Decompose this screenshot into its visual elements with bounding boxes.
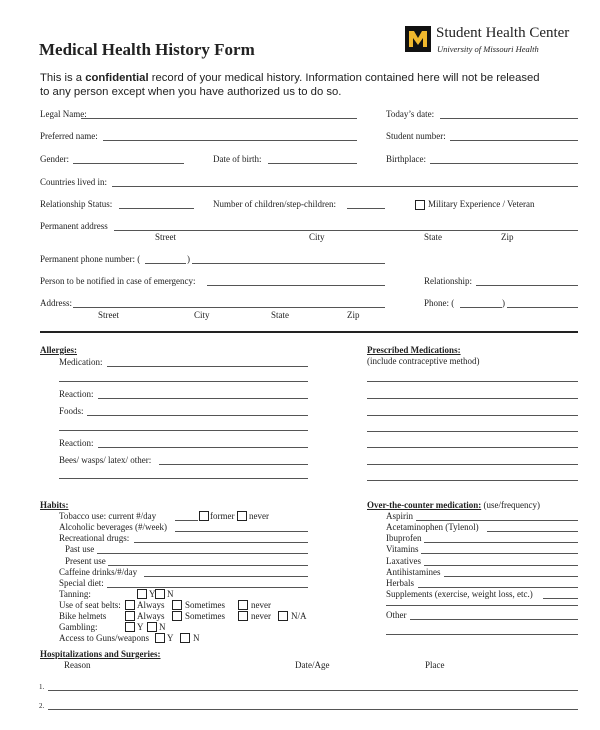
otc-field-6[interactable] (418, 587, 578, 588)
phone-area-field[interactable] (460, 307, 502, 308)
seatbelts-label: Use of seat belts: (59, 600, 121, 610)
otc-field-4[interactable] (424, 565, 578, 566)
otc-field-8b[interactable] (386, 634, 578, 635)
tobacco-former-label: former (210, 511, 235, 521)
otc-item-7: Supplements (exercise, weight loss, etc.) (386, 589, 533, 599)
guns-y-checkbox[interactable] (155, 633, 165, 643)
reaction-label-1: Reaction: (59, 389, 94, 399)
otc-item-0: Aspirin (386, 511, 413, 521)
guns-n-checkbox[interactable] (180, 633, 190, 643)
recreational-label: Recreational drugs: (59, 533, 130, 543)
hosp-dateage-col: Date/Age (295, 660, 330, 670)
permanent-address-field[interactable] (114, 230, 578, 231)
bike-na-checkbox[interactable] (278, 611, 288, 621)
bike-na-label: N/A (291, 611, 307, 621)
prescribed-line-4[interactable] (367, 431, 578, 432)
diet-field[interactable] (107, 587, 308, 588)
student-number-field[interactable] (450, 140, 578, 141)
intro-line-2: to any person except when you have authorized us to do so. (40, 86, 342, 98)
address-zip-caption: Zip (347, 310, 360, 320)
relationship-status-label: Relationship Status: (40, 199, 113, 209)
otc-item-2: Ibuprofen (386, 533, 422, 543)
addr-street-caption: Street (155, 232, 176, 242)
seatbelts-sometimes-checkbox[interactable] (172, 600, 182, 610)
bees-label: Bees/ wasps/ latex/ other: (59, 455, 152, 465)
prescribed-line-2[interactable] (367, 398, 578, 399)
prescribed-line-5[interactable] (367, 447, 578, 448)
hosp-header: Hospitalizations and Surgeries: (40, 649, 161, 659)
permanent-phone-label: Permanent phone number: ( (40, 254, 141, 264)
gambling-n-checkbox[interactable] (147, 622, 157, 632)
allergies-header: Allergies: (40, 345, 77, 355)
seatbelts-never-label: never (251, 600, 271, 610)
tobacco-never-checkbox[interactable] (237, 511, 247, 521)
bees-field[interactable] (159, 464, 308, 465)
todays-date-field[interactable] (440, 118, 578, 119)
address-label: Address: (40, 298, 72, 308)
prescribed-line-7[interactable] (367, 480, 578, 481)
permanent-phone-area-field[interactable] (145, 263, 186, 264)
phone-paren-close: ) (187, 254, 190, 264)
relationship-status-field[interactable] (119, 208, 194, 209)
reaction-label-2: Reaction: (59, 438, 94, 448)
medication-label: Medication: (59, 357, 103, 367)
otc-field-1[interactable] (487, 531, 578, 532)
children-label: Number of children/step-children: (213, 199, 336, 209)
children-field[interactable] (347, 208, 385, 209)
bike-never-label: never (251, 611, 271, 621)
gender-label: Gender: (40, 154, 69, 164)
preferred-name-label: Preferred name: (40, 131, 98, 141)
seatbelts-always-label: Always (137, 600, 165, 610)
guns-n-label: N (193, 633, 200, 643)
tanning-y-label: Y (149, 589, 156, 599)
todays-date-label: Today’s date: (386, 109, 435, 119)
otc-item-8: Other (386, 610, 407, 620)
military-checkbox[interactable] (415, 200, 425, 210)
seatbelts-sometimes-label: Sometimes (185, 600, 225, 610)
address-state-caption: State (271, 310, 289, 320)
past-use-label: Past use (65, 544, 95, 554)
tanning-n-checkbox[interactable] (155, 589, 165, 599)
logo-subtitle: University of Missouri Health (437, 44, 539, 54)
phone-field[interactable] (507, 307, 578, 308)
addr-state-caption: State (424, 232, 442, 242)
otc-field-7b[interactable] (386, 605, 578, 606)
medication-field[interactable] (107, 366, 308, 367)
address-city-caption: City (194, 310, 210, 320)
tobacco-field[interactable] (175, 520, 198, 521)
hosp-row-2-field[interactable] (48, 709, 578, 710)
recreational-field[interactable] (134, 542, 308, 543)
relationship-label: Relationship: (424, 276, 472, 286)
guns-y-label: Y (167, 633, 174, 643)
gambling-label: Gambling: (59, 622, 98, 632)
present-use-field[interactable] (108, 565, 308, 566)
military-label: Military Experience / Veteran (428, 199, 535, 209)
university-logo-icon (405, 26, 431, 52)
tobacco-never-label: never (249, 511, 269, 521)
seatbelts-always-checkbox[interactable] (125, 600, 135, 610)
tanning-y-checkbox[interactable] (137, 589, 147, 599)
dob-label: Date of birth: (213, 154, 262, 164)
legal-name-label: Legal Name: (40, 109, 87, 119)
prescribed-sub: (include contraceptive method) (367, 356, 480, 366)
emergency-label: Person to be notified in case of emergency: (40, 276, 196, 286)
foods-field-2[interactable] (59, 430, 308, 431)
medication-field-2[interactable] (59, 381, 308, 382)
gambling-y-label: Y (137, 622, 144, 632)
otc-field-0[interactable] (416, 520, 578, 521)
phone-paren-close-2: ) (502, 298, 505, 308)
tanning-n-label: N (167, 589, 174, 599)
bike-label: Bike helmets (59, 611, 107, 621)
addr-zip-caption: Zip (501, 232, 514, 242)
bees-field-2[interactable] (59, 478, 308, 479)
guns-label: Access to Guns/weapons (59, 633, 149, 643)
gender-field[interactable] (73, 163, 184, 164)
permanent-phone-field[interactable] (192, 263, 385, 264)
prescribed-header: Prescribed Medications: (367, 345, 461, 355)
bike-always-checkbox[interactable] (125, 611, 135, 621)
foods-label: Foods: (59, 406, 84, 416)
hosp-row-1-num: 1. (39, 683, 45, 691)
otc-field-7[interactable] (543, 598, 578, 599)
otc-item-4: Laxatives (386, 556, 421, 566)
diet-label: Special diet: (59, 578, 104, 588)
tanning-label: Tanning: (59, 589, 91, 599)
otc-header: Over-the-counter medication: (use/frequency) (367, 500, 540, 510)
otc-field-8[interactable] (410, 619, 578, 620)
tobacco-label: Tobacco use: current #/day (59, 511, 157, 521)
gambling-y-checkbox[interactable] (125, 622, 135, 632)
caffeine-label: Caffeine drinks/#/day (59, 567, 138, 577)
countries-field[interactable] (112, 186, 578, 187)
relationship-field[interactable] (476, 285, 578, 286)
bike-sometimes-label: Sometimes (185, 611, 225, 621)
caffeine-field[interactable] (144, 576, 308, 577)
birthplace-label: Birthplace: (386, 154, 426, 164)
form-title: Medical Health History Form (39, 40, 255, 59)
logo (405, 26, 431, 52)
prescribed-line-1[interactable] (367, 381, 578, 382)
present-use-label: Present use (65, 556, 106, 566)
prescribed-line-3[interactable] (367, 415, 578, 416)
otc-field-3[interactable] (421, 553, 578, 554)
otc-field-2[interactable] (424, 542, 578, 543)
otc-field-5[interactable] (444, 576, 578, 577)
legal-name-field[interactable] (81, 118, 357, 119)
prescribed-line-6[interactable] (367, 464, 578, 465)
reaction-field-2[interactable] (98, 447, 308, 448)
otc-item-5: Antihistamines (386, 567, 441, 577)
hosp-reason-col: Reason (64, 660, 91, 670)
phone-label: Phone: ( (424, 298, 455, 308)
bike-always-label: Always (137, 611, 165, 621)
otc-item-1: Acetaminophen (Tylenol) (386, 522, 479, 532)
alcohol-label: Alcoholic beverages (#/week) (59, 522, 167, 532)
address-street-caption: Street (98, 310, 119, 320)
intro-line-1: This is a confidential record of your medical history. Information contained here will not be released (40, 72, 540, 84)
habits-header: Habits: (40, 500, 69, 510)
bike-never-checkbox[interactable] (238, 611, 248, 621)
countries-label: Countries lived in: (40, 177, 107, 187)
hosp-place-col: Place (425, 660, 445, 670)
student-number-label: Student number: (386, 131, 446, 141)
foods-field[interactable] (87, 415, 308, 416)
gambling-n-label: N (159, 622, 166, 632)
hosp-row-1-field[interactable] (48, 690, 578, 691)
bike-sometimes-checkbox[interactable] (172, 611, 182, 621)
alcohol-field[interactable] (175, 531, 308, 532)
dob-field[interactable] (268, 163, 357, 164)
preferred-name-field[interactable] (103, 140, 357, 141)
birthplace-field[interactable] (430, 163, 578, 164)
hosp-row-2-num: 2. (39, 702, 45, 710)
section-divider (40, 331, 578, 333)
otc-item-6: Herbals (386, 578, 414, 588)
permanent-address-label: Permanent address (40, 221, 108, 231)
address-field[interactable] (73, 307, 385, 308)
logo-name: Student Health Center (436, 25, 570, 41)
past-use-field[interactable] (97, 553, 308, 554)
seatbelts-never-checkbox[interactable] (238, 600, 248, 610)
otc-item-3: Vitamins (386, 544, 419, 554)
tobacco-former-checkbox[interactable] (199, 511, 209, 521)
addr-city-caption: City (309, 232, 325, 242)
reaction-field-1[interactable] (98, 398, 308, 399)
emergency-field[interactable] (207, 285, 385, 286)
